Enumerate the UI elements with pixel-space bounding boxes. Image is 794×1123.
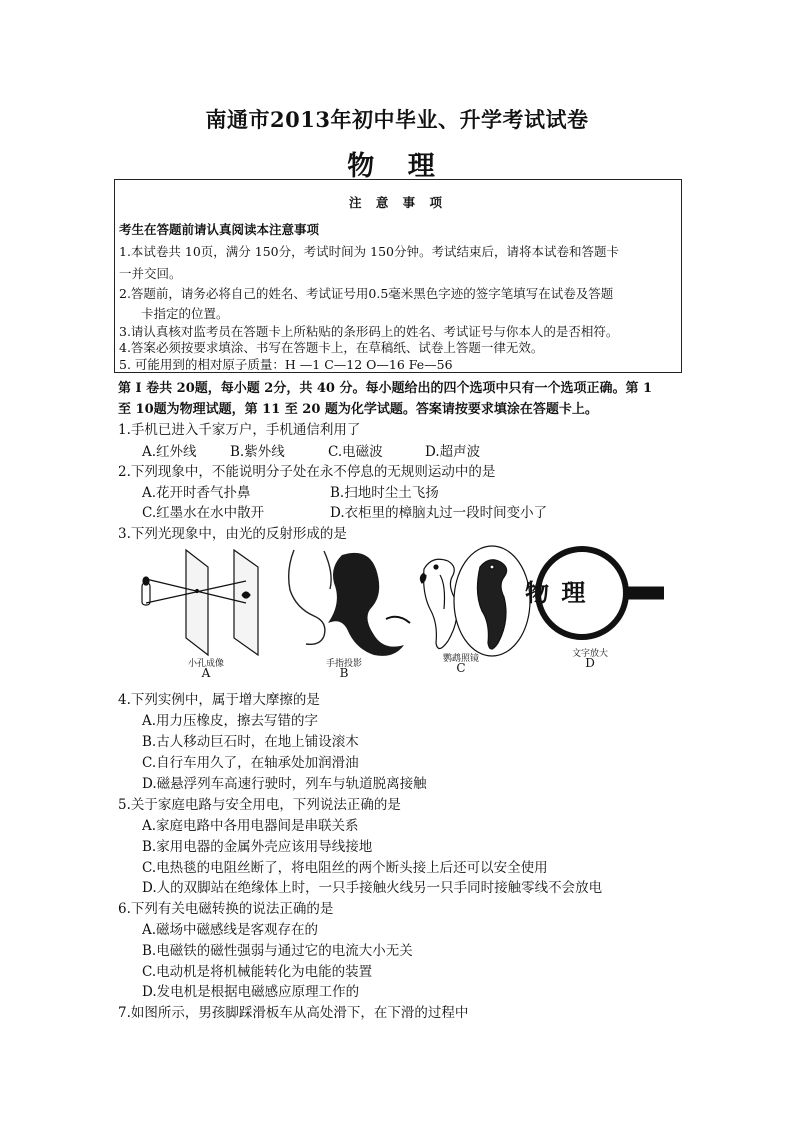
figure-caption-a: 小孔成像	[187, 659, 224, 669]
question-stem: 4.下列实例中，属于增大摩擦的是	[118, 692, 320, 708]
option-c: C.电动机是将机械能转化为电能的装置	[142, 964, 373, 980]
subject-title: 物 理	[347, 151, 447, 182]
question-stem: 7.如图所示，男孩脚踩滑板车从高处滑下，在下滑的过程中	[118, 1005, 469, 1021]
figure-label-c: C	[456, 661, 466, 675]
option-d: D.磁悬浮列车高速行驶时，列车与轨道脱离接触	[142, 776, 427, 792]
lens-text: 物 理	[525, 578, 588, 607]
question-stem: 5.关于家庭电路与安全用电，下列说法正确的是	[118, 797, 401, 813]
option-c: C.红墨水在水中散开	[142, 505, 265, 521]
option-c: C.电热毯的电阻丝断了，将电阻丝的两个断头接上后还可以安全使用	[142, 860, 548, 876]
pinhole-figure	[142, 550, 258, 655]
notice-subtitle: 考生在答题前请认真阅读本注意事项	[119, 222, 320, 237]
finger-shadow-figure	[289, 550, 410, 656]
option-a: A.红外线	[142, 444, 197, 460]
question-stem: 6.下列有关电磁转换的说法正确的是	[118, 901, 334, 917]
option-a: A.磁场中磁感线是客观存在的	[142, 922, 319, 938]
notice-line: 1.本试卷共 10页，满分 150分，考试时间为 150分钟。考试结束后，请将本试卷和答题卡	[119, 244, 619, 259]
option-d: D.发电机是根据电磁感应原理工作的	[142, 984, 360, 1000]
option-b: B.紫外线	[230, 444, 285, 460]
notice-line: 2.答题前，请务必将自己的姓名、考试证号用0.5毫米黑色字迹的签字笔填写在试卷及答题	[119, 286, 614, 301]
section-instructions: 至 10题为物理试题，第 11 至 20 题为化学试题。答案请按要求填涂在答题卡上。	[118, 402, 598, 417]
option-d: D.超声波	[425, 444, 481, 460]
question-stem: 2.下列现象中，不能说明分子处在永不停息的无规则运动中的是	[118, 464, 496, 480]
option-c: C.自行车用久了，在轴承处加润滑油	[142, 755, 359, 771]
option-b: B.家用电器的金属外壳应该用导线接地	[142, 839, 373, 855]
question-stem: 3.下列光现象中，由光的反射形成的是	[118, 526, 347, 542]
option-a: A.用力压橡皮，擦去写错的字	[142, 713, 319, 729]
option-d: D.衣柜里的樟脑丸过一段时间变小了	[330, 505, 548, 521]
option-c: C.电磁波	[328, 444, 383, 460]
page-title: 南通市2013年初中毕业、升学考试试卷	[205, 107, 589, 132]
notice-line: 5. 可能用到的相对原子质量：H —1 C—12 O—16 Fe—56	[119, 357, 453, 372]
notice-line: 卡指定的位置。	[141, 306, 229, 321]
option-a: A.花开时香气扑鼻	[142, 485, 251, 501]
parrot-mirror-figure	[420, 546, 530, 656]
figure-label-b: B	[339, 666, 349, 680]
notice-line: 一并交回。	[119, 266, 182, 281]
figure-caption-d: 文字放大	[571, 649, 608, 659]
figure-label-a: A	[201, 666, 211, 680]
option-b: B.扫地时尘土飞扬	[330, 485, 439, 501]
notice-line: 4.答案必须按要求填涂、书写在答题卡上，在草稿纸、试卷上答题一律无效。	[119, 340, 544, 355]
option-b: B.古人移动巨石时，在地上铺设滚木	[142, 734, 359, 750]
option-a: A.家庭电路中各用电器间是串联关系	[142, 818, 359, 834]
section-instructions: 第 I 卷共 20题，每小题 2分，共 40 分。每小题给出的四个选项中只有一个选项正确。第 1	[118, 381, 653, 396]
figure-label-d: D	[585, 656, 595, 670]
figure-caption-c: 鹦鹉照镜	[442, 654, 479, 664]
notice-box	[114, 179, 682, 373]
notice-line: 3.请认真核对监考员在答题卡上所粘贴的条形码上的姓名、考试证号与你本人的是否相符。	[119, 324, 619, 339]
notice-title: 注 意 事 项	[348, 195, 448, 210]
option-d: D.人的双脚站在绝缘体上时，一只手接触火线另一只手同时接触零线不会放电	[142, 880, 603, 896]
figure-caption-b: 手指投影	[325, 659, 362, 669]
option-b: B.电磁铁的磁性强弱与通过它的电流大小无关	[142, 943, 413, 959]
q3-figures	[124, 545, 664, 683]
question-stem: 1.手机已进入千家万户，手机通信利用了	[118, 422, 361, 438]
